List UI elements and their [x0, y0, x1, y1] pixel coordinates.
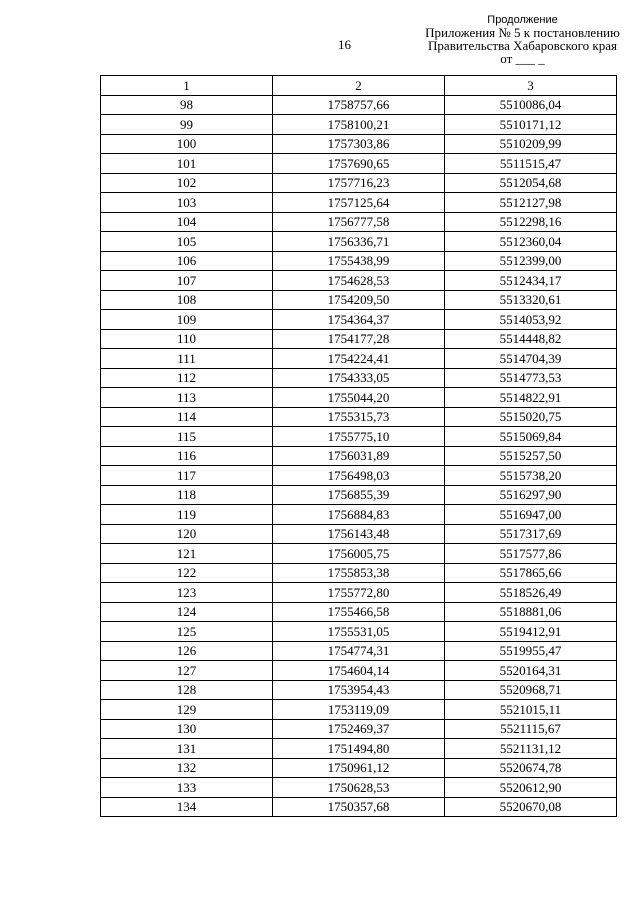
table-row: [101, 329, 617, 349]
table-row: [101, 524, 617, 544]
table-row: [101, 368, 617, 388]
table-row: [101, 700, 617, 720]
x-coordinate-cell: 1756855,39: [273, 485, 445, 505]
table-row: [101, 778, 617, 798]
point-number-cell: 100: [101, 134, 273, 154]
x-coordinate-cell: 1758100,21: [273, 115, 445, 135]
y-coordinate-cell: 5512434,17: [445, 271, 617, 291]
point-number-cell: 106: [101, 251, 273, 271]
y-coordinate-cell: 5514448,82: [445, 329, 617, 349]
point-number-cell: 99: [101, 115, 273, 135]
y-coordinate-cell: 5520612,90: [445, 778, 617, 798]
table-row: [101, 271, 617, 291]
x-coordinate-cell: 1755772,80: [273, 583, 445, 603]
x-coordinate-cell: 1750628,53: [273, 778, 445, 798]
point-number-cell: 111: [101, 349, 273, 369]
point-number-cell: 103: [101, 193, 273, 213]
x-coordinate-cell: 1755438,99: [273, 251, 445, 271]
point-number-cell: 132: [101, 758, 273, 778]
y-coordinate-cell: 5519412,91: [445, 622, 617, 642]
y-coordinate-cell: 5517317,69: [445, 524, 617, 544]
y-coordinate-cell: 5514773,53: [445, 368, 617, 388]
x-coordinate-cell: 1756031,89: [273, 446, 445, 466]
appendix-reference: Приложения № 5 к постановлению: [425, 25, 620, 40]
y-coordinate-cell: 5520670,08: [445, 797, 617, 817]
table-row: [101, 602, 617, 622]
table-row: [101, 758, 617, 778]
x-coordinate-cell: 1755466,58: [273, 602, 445, 622]
x-coordinate-cell: 1754774,31: [273, 641, 445, 661]
point-number-cell: 122: [101, 563, 273, 583]
x-coordinate-cell: 1755315,73: [273, 407, 445, 427]
x-coordinate-cell: 1754333,05: [273, 368, 445, 388]
y-coordinate-cell: 5515020,75: [445, 407, 617, 427]
table-row: [101, 505, 617, 525]
point-number-cell: 109: [101, 310, 273, 330]
point-number-cell: 124: [101, 602, 273, 622]
x-coordinate-cell: 1755853,38: [273, 563, 445, 583]
point-number-cell: 108: [101, 290, 273, 310]
table-row: [101, 290, 617, 310]
column-header-point: 1: [101, 76, 273, 96]
y-coordinate-cell: 5511515,47: [445, 154, 617, 174]
x-coordinate-cell: 1754177,28: [273, 329, 445, 349]
table-row: [101, 193, 617, 213]
point-number-cell: 114: [101, 407, 273, 427]
x-coordinate-cell: 1755531,05: [273, 622, 445, 642]
x-coordinate-cell: 1751494,80: [273, 739, 445, 759]
y-coordinate-cell: 5515257,50: [445, 446, 617, 466]
table-row: [101, 212, 617, 232]
y-coordinate-cell: 5520674,78: [445, 758, 617, 778]
point-number-cell: 127: [101, 661, 273, 681]
table-row: [101, 583, 617, 603]
point-number-cell: 128: [101, 680, 273, 700]
y-coordinate-cell: 5512127,98: [445, 193, 617, 213]
table-row: [101, 641, 617, 661]
x-coordinate-cell: 1756884,83: [273, 505, 445, 525]
point-number-cell: 123: [101, 583, 273, 603]
point-number-cell: 117: [101, 466, 273, 486]
y-coordinate-cell: 5510086,04: [445, 95, 617, 115]
table-row: [101, 622, 617, 642]
y-coordinate-cell: 5521115,67: [445, 719, 617, 739]
table-row: [101, 466, 617, 486]
table-row: [101, 310, 617, 330]
coordinates-table: [100, 75, 617, 817]
y-coordinate-cell: 5515069,84: [445, 427, 617, 447]
table-row: [101, 407, 617, 427]
point-number-cell: 126: [101, 641, 273, 661]
table-row: [101, 661, 617, 681]
point-number-cell: 115: [101, 427, 273, 447]
point-number-cell: 121: [101, 544, 273, 564]
continued-label: Продолжение: [487, 14, 558, 26]
table-row: [101, 115, 617, 135]
table-row: [101, 485, 617, 505]
y-coordinate-cell: 5521015,11: [445, 700, 617, 720]
y-coordinate-cell: 5518881,06: [445, 602, 617, 622]
x-coordinate-cell: 1754604,14: [273, 661, 445, 681]
x-coordinate-cell: 1757303,86: [273, 134, 445, 154]
x-coordinate-cell: 1756143,48: [273, 524, 445, 544]
point-number-cell: 130: [101, 719, 273, 739]
table-row: [101, 173, 617, 193]
table-header-row: [101, 76, 617, 96]
x-coordinate-cell: 1757125,64: [273, 193, 445, 213]
y-coordinate-cell: 5517865,66: [445, 563, 617, 583]
y-coordinate-cell: 5512054,68: [445, 173, 617, 193]
appendix-header: [420, 14, 625, 65]
x-coordinate-cell: 1757690,65: [273, 154, 445, 174]
y-coordinate-cell: 5516947,00: [445, 505, 617, 525]
table-row: [101, 680, 617, 700]
table-row: [101, 563, 617, 583]
table-row: [101, 446, 617, 466]
x-coordinate-cell: 1758757,66: [273, 95, 445, 115]
point-number-cell: 118: [101, 485, 273, 505]
x-coordinate-cell: 1754224,41: [273, 349, 445, 369]
column-header-y: 3: [445, 76, 617, 96]
x-coordinate-cell: 1756777,58: [273, 212, 445, 232]
x-coordinate-cell: 1754364,37: [273, 310, 445, 330]
point-number-cell: 131: [101, 739, 273, 759]
x-coordinate-cell: 1750357,68: [273, 797, 445, 817]
table-row: [101, 797, 617, 817]
page-number: 16: [338, 37, 351, 52]
y-coordinate-cell: 5512360,04: [445, 232, 617, 252]
y-coordinate-cell: 5517577,86: [445, 544, 617, 564]
y-coordinate-cell: 5519955,47: [445, 641, 617, 661]
table-row: [101, 544, 617, 564]
x-coordinate-cell: 1754209,50: [273, 290, 445, 310]
point-number-cell: 104: [101, 212, 273, 232]
table-row: [101, 388, 617, 408]
y-coordinate-cell: 5512298,16: [445, 212, 617, 232]
y-coordinate-cell: 5514704,39: [445, 349, 617, 369]
point-number-cell: 101: [101, 154, 273, 174]
table-row: [101, 134, 617, 154]
y-coordinate-cell: 5520968,71: [445, 680, 617, 700]
x-coordinate-cell: 1756005,75: [273, 544, 445, 564]
y-coordinate-cell: 5510209,99: [445, 134, 617, 154]
y-coordinate-cell: 5513320,61: [445, 290, 617, 310]
table-row: [101, 232, 617, 252]
point-number-cell: 113: [101, 388, 273, 408]
point-number-cell: 119: [101, 505, 273, 525]
point-number-cell: 120: [101, 524, 273, 544]
y-coordinate-cell: 5520164,31: [445, 661, 617, 681]
government-name: Правительства Хабаровского края: [428, 38, 617, 53]
x-coordinate-cell: 1757716,23: [273, 173, 445, 193]
point-number-cell: 105: [101, 232, 273, 252]
y-coordinate-cell: 5510171,12: [445, 115, 617, 135]
column-header-x: 2: [273, 76, 445, 96]
y-coordinate-cell: 5514822,91: [445, 388, 617, 408]
point-number-cell: 102: [101, 173, 273, 193]
point-number-cell: 110: [101, 329, 273, 349]
x-coordinate-cell: 1756336,71: [273, 232, 445, 252]
table-row: [101, 719, 617, 739]
table-row: [101, 251, 617, 271]
point-number-cell: 125: [101, 622, 273, 642]
table-row: [101, 349, 617, 369]
x-coordinate-cell: 1755775,10: [273, 427, 445, 447]
point-number-cell: 112: [101, 368, 273, 388]
y-coordinate-cell: 5515738,20: [445, 466, 617, 486]
y-coordinate-cell: 5521131,12: [445, 739, 617, 759]
x-coordinate-cell: 1752469,37: [273, 719, 445, 739]
point-number-cell: 116: [101, 446, 273, 466]
y-coordinate-cell: 5512399,00: [445, 251, 617, 271]
point-number-cell: 107: [101, 271, 273, 291]
x-coordinate-cell: 1753954,43: [273, 680, 445, 700]
y-coordinate-cell: 5516297,90: [445, 485, 617, 505]
x-coordinate-cell: 1755044,20: [273, 388, 445, 408]
y-coordinate-cell: 5514053,92: [445, 310, 617, 330]
x-coordinate-cell: 1753119,09: [273, 700, 445, 720]
x-coordinate-cell: 1750961,12: [273, 758, 445, 778]
x-coordinate-cell: 1754628,53: [273, 271, 445, 291]
table-row: [101, 154, 617, 174]
point-number-cell: 134: [101, 797, 273, 817]
y-coordinate-cell: 5518526,49: [445, 583, 617, 603]
decree-date: от ___ _: [500, 51, 545, 66]
table-row: [101, 95, 617, 115]
point-number-cell: 133: [101, 778, 273, 798]
x-coordinate-cell: 1756498,03: [273, 466, 445, 486]
table-row: [101, 427, 617, 447]
point-number-cell: 98: [101, 95, 273, 115]
table-row: [101, 739, 617, 759]
point-number-cell: 129: [101, 700, 273, 720]
